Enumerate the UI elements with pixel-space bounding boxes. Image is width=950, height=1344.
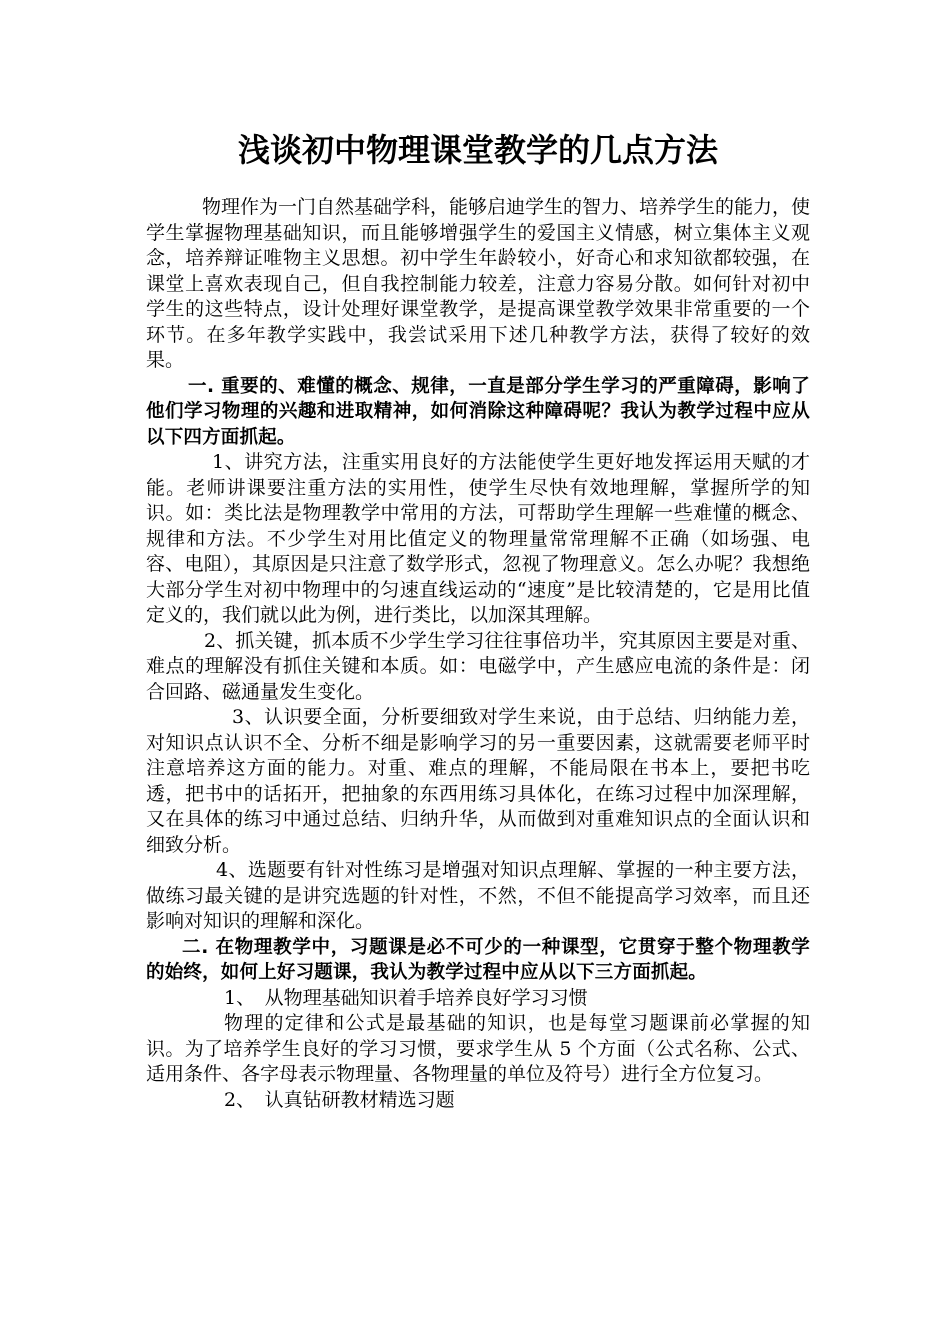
section-heading-2: 二. 在物理教学中，习题课是必不可少的一种课型，它贯穿于整个物理教学的始终，如何上好习题课，我认为教学过程中应从以下三方面抓起。 [146, 936, 810, 983]
point-paragraph-3: 3、认识要全面，分析要细致对学生来说，由于总结、归纳能力差，对知识点认识不全、分析不细是影响学习的另一重要因素，这就需要老师平时注意培养这方面的能力。对重、难点的理解，不能局限在书本上，要把书吃透，把书中的话拓开，把抽象的东西用练习具体化，在练习过程中加深理解，又在具体的练习中通过总结、归纳升华，从而做到对重难知识点的全面认识和细致分析。 [146, 706, 810, 856]
point-paragraph-1: 1、讲究方法，注重实用良好的方法能使学生更好地发挥运用天赋的才能。老师讲课要注重方法的实用性，使学生尽快有效地理解，掌握所学的知识。如：类比法是物理教学中常用的方法，可帮助学生理解一些难懂的概念、规律和方法。不少学生对用比值定义的物理量常常理解不正确（如场强、电容、电阻），其原因是只注意了数学形式，忽视了物理意义。怎么办呢？我想绝大部分学生对初中物理中的匀速直线运动的“速度”是比较清楚的，它是用比值定义的，我们就以此为例，进行类比，以加深其理解。 [146, 451, 810, 626]
document-title: 浅谈初中物理课堂教学的几点方法 [237, 131, 718, 169]
intro-paragraph: 物理作为一门自然基础学科，能够启迪学生的智力、培养学生的能力，使学生掌握物理基础知识，而且能够增强学生的爱国主义情感，树立集体主义观念，培养辩证唯物主义思想。初中学生年龄较小，好奇心和求知欲都较强，在课堂上喜欢表现自己，但自我控制能力较差，注意力容易分散。如何针对初中学生的这些特点，设计处理好课堂教学，是提高课堂教学效果非常重要的一个环节。在多年教学实践中，我尝试采用下述几种教学方法，获得了较好的效果。 [146, 196, 811, 371]
section-heading-1: 一. 重要的、难懂的概念、规律，一直是部分学生学习的严重障碍，影响了他们学习物理的兴趣和进取精神，如何消除这种障碍呢？我认为教学过程中应从以下四方面抓起。 [146, 375, 810, 448]
subheading-1: 1、 从物理基础知识着手培养良好学习习惯 [224, 986, 588, 1009]
document-body [146, 195, 810, 1113]
point-paragraph-4: 4、选题要有针对性练习是增强对知识点理解、掌握的一种主要方法，做练习最关键的是讲究选题的针对性，不然，不但不能提高学习效率，而且还影响对知识的理解和深化。 [146, 859, 810, 932]
subheading-1-body: 物理的定律和公式是最基础的知识，也是每堂习题课前必掌握的知识。为了培养学生良好的学习习惯，要求学生从 5 个方面（公式名称、公式、适用条件、各字母表示物理量、各物理量的单位及符号）进行全方位复习。 [146, 1012, 810, 1085]
point-paragraph-2: 2、抓关键，抓本质不少学生学习往往事倍功半，究其原因主要是对重、难点的理解没有抓住关键和本质。如：电磁学中，产生感应电流的条件是：闭合回路、磁通量发生变化。 [146, 629, 810, 703]
subheading-2: 2、 认真钻研教材精选习题 [224, 1088, 455, 1111]
